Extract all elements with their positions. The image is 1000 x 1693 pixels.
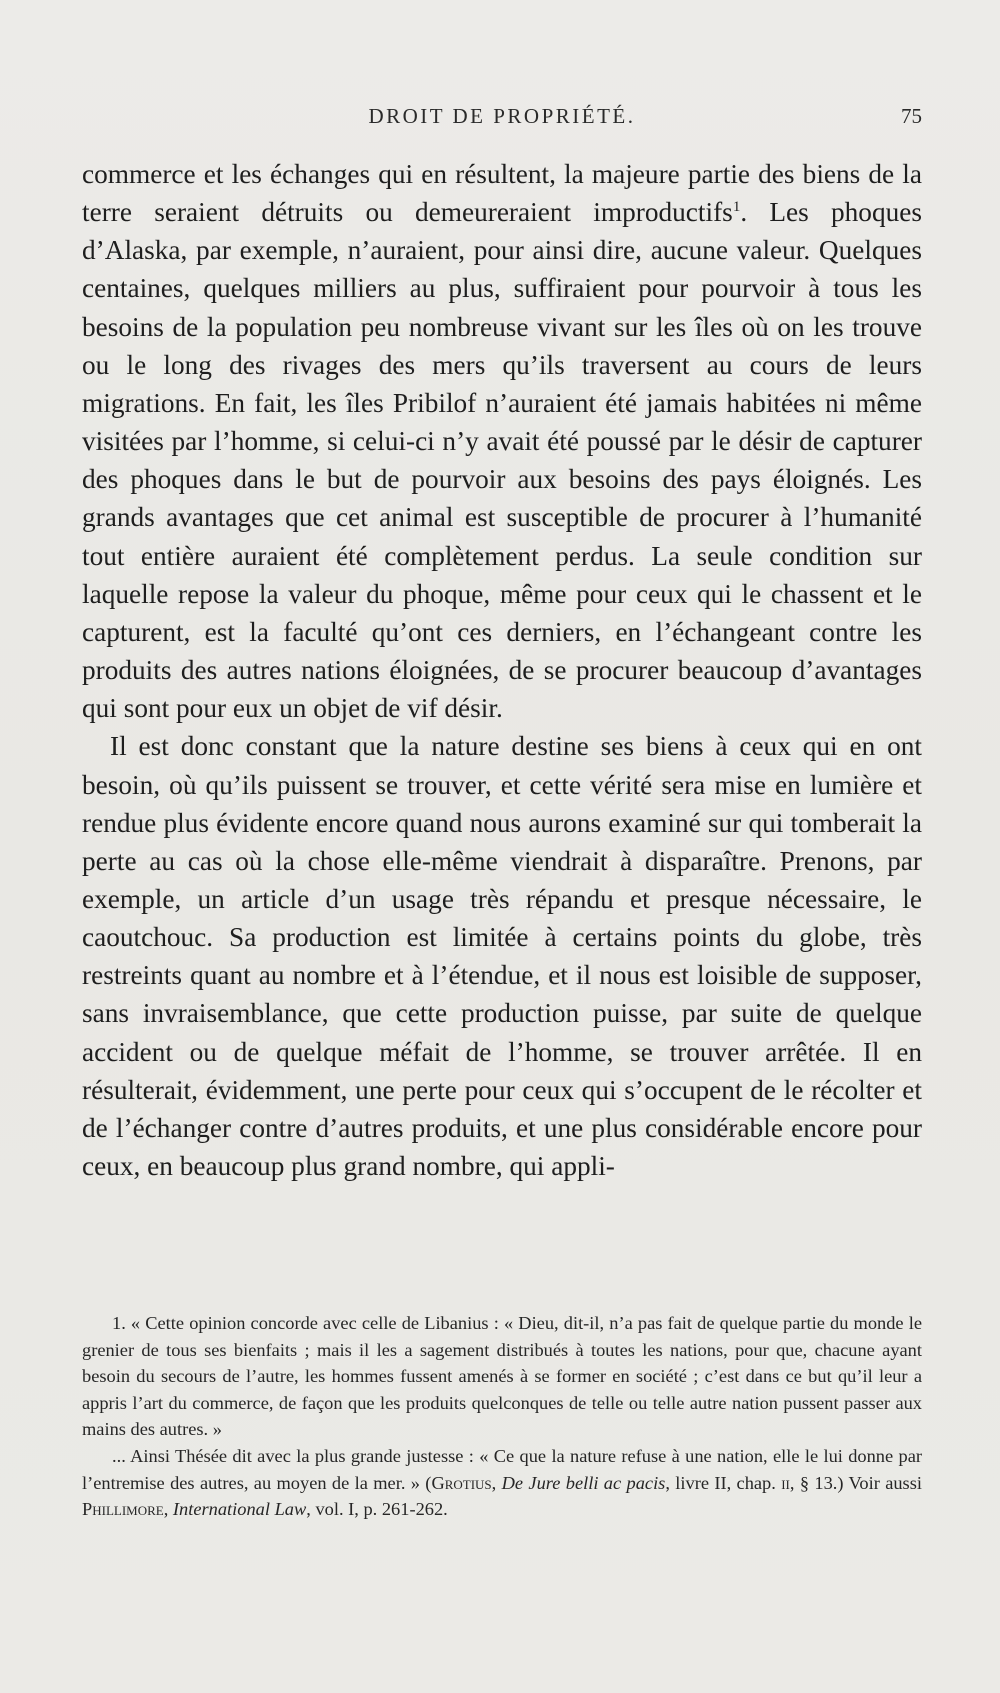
footnotes (82, 1310, 922, 1523)
work-title: International Law (172, 1499, 307, 1520)
work-title: De Jure belli ac pacis (501, 1472, 666, 1493)
running-title: DROIT DE PROPRIÉTÉ. (368, 104, 636, 128)
footnote-text: , (491, 1472, 502, 1493)
chapter-number: ii (781, 1472, 790, 1493)
footnote-text: , vol. I, p. 261-262. (306, 1499, 448, 1520)
page-number: 75 (901, 104, 922, 128)
main-text (82, 155, 922, 1185)
paragraph-1 (82, 155, 922, 727)
footnote-1: 1. « Cette opinion concorde avec celle de Libanius : « Dieu, dit-il, n’a pas fait de quelque partie du monde le grenier de tous ses bienfaits ; mais il les a sagement distribués à toutes les nations, pour que, chacune ayant besoin du secours de l’autre, les hommes fussent amenés à se former en société ; c’est dans ce but qu’il leur a appris l’art du commerce, de façon que les produits quelconques de telle ou telle autre nation pussent passer aux mains des autres. » (82, 1313, 922, 1440)
paragraph-1-end: . Les phoques d’Alaska, par exemple, n’auraient, pour ainsi dire, aucune valeur. Quelques centaines, quelques milliers au plus, suffiraient pour pourvoir à tous les besoins de la population peu nombreuse vivant sur les îles où on les trouve ou le long des rivages des mers qu’ils traversent au cours de leurs migrations. En fait, les îles Pribilof n’auraient été jamais habitées ni même visitées par l’homme, si celui-ci n’y avait été poussé par le désir de capturer des phoques dans le but de pourvoir aux besoins des pays éloignés. Les grands avantages que cet animal est susceptible de procurer à l’humanité tout entière auraient été complètement perdus. La seule condition sur laquelle repose la valeur du phoque, même pour ceux qui le chassent et le capturent, est la faculté qu’ont ces derniers, en l’échangeant contre les produits des autres nations éloignées, de se procurer beaucoup d’avantages qui sont pour eux un objet de vif désir. (82, 197, 922, 724)
page-header (82, 104, 922, 134)
paragraph-2: Il est donc constant que la nature destine ses biens à ceux qui en ont besoin, où qu’ils puissent se trouver, et cette vérité sera mise en lumière et rendue plus évidente encore quand nous aurons examiné sur qui tomberait la perte au cas où la chose elle-même viendrait à disparaître. Prenons, par exemple, un article d’un usage très répandu et presque nécessaire, le caoutchouc. Sa production est limitée à certains points du globe, très restreints quant au nombre et à l’étendue, et il nous est loisible de supposer, sans invraisemblance, que cette production puisse, par suite de quelque accident ou de quelque méfait de l’homme, se trouver arrêtée. Il en résulterait, évidemment, une perte pour ceux qui s’occupent de le récolter et de l’échanger contre d’autres produits, et une plus considérable encore pour ceux, en beaucoup plus grand nombre, qui appli- (82, 731, 922, 1182)
footnote-text: , (163, 1499, 173, 1520)
footnote-text: ... Ainsi Thésée dit avec la plus grande justesse : « Ce que la nature refuse à une nation, elle le lui donne par l’entremise des autres, au moyen de la mer. » ( (82, 1445, 922, 1493)
footnote-text: , livre II, chap. (665, 1472, 782, 1493)
footnote-reference[interactable]: 1 (732, 199, 741, 216)
footnote-text: , § 13.) Voir aussi (789, 1472, 922, 1493)
paragraph-1-start: commerce et les échanges qui en résultent, la majeure partie des biens de la terre seraient détruits ou demeureraient improductifs (82, 159, 922, 228)
footnote-1-continuation (82, 1443, 922, 1523)
author-grotius: Grotius (431, 1472, 492, 1493)
author-phillimore: Phillimore (82, 1499, 164, 1520)
